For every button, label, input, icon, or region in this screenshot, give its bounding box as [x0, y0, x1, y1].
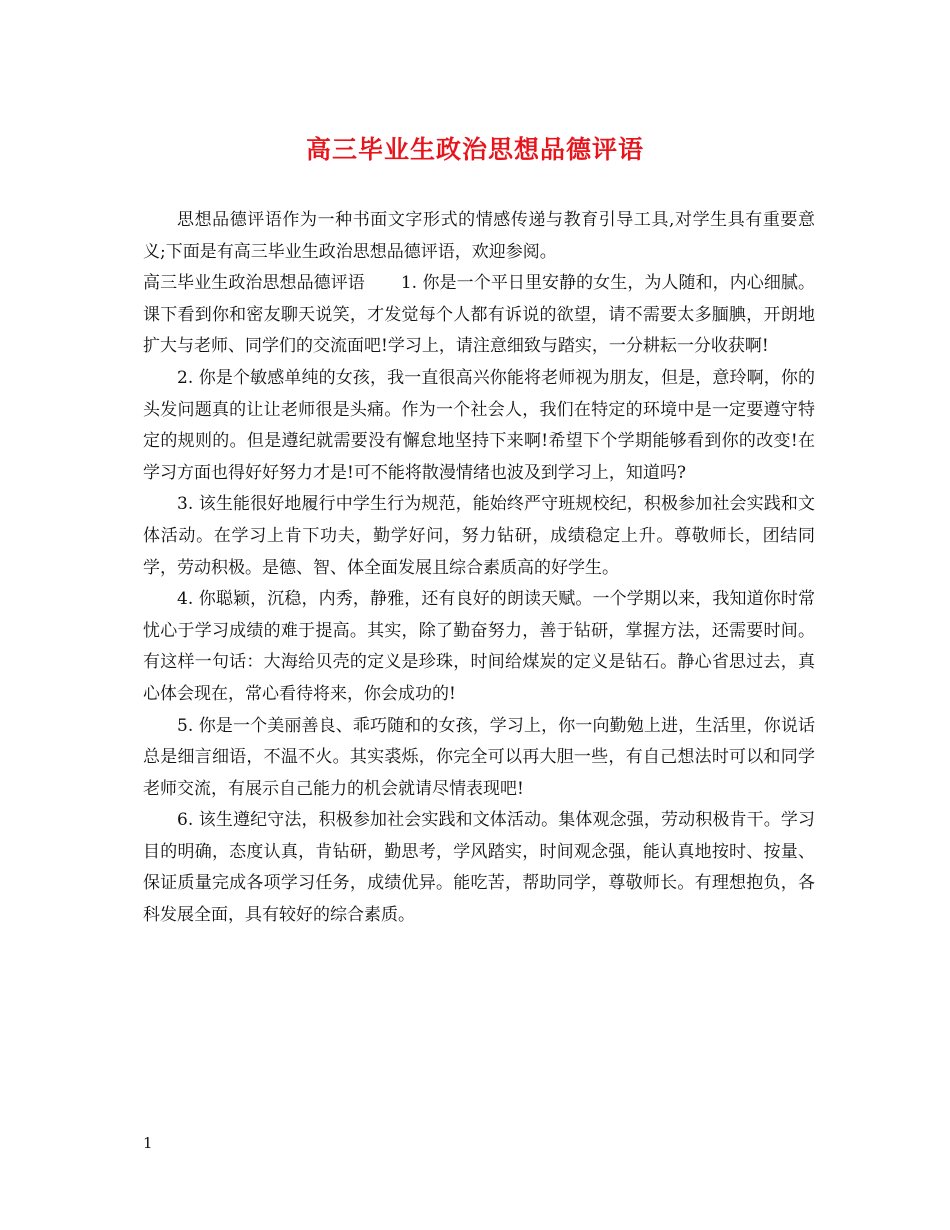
- section-heading: 高三毕业生政治思想品德评语: [143, 273, 365, 294]
- intro-paragraph: 思想品德评语作为一种书面文字形式的情感传递与教育引导工具,对学生具有重要意义;下面是有高三毕业生政治思想品德评语，欢迎参阅。: [143, 210, 815, 262]
- comment-item-5: 5. 你是一个美丽善良、乖巧随和的女孩，学习上，你一向勤勉上进，生活里，你说话总是细言细语，不温不火。其实裘烁，你完全可以再大胆一些，有自己想法时可以和同学老师交流，有展示自己能力的机会就请尽情表现吧!: [143, 715, 815, 799]
- first-item-paragraph: [143, 268, 815, 363]
- comment-item-6: 6. 该生遵纪守法，积极参加社会实践和文体活动。集体观念强，劳动积极肯干。学习目的明确，态度认真，肯钻研，勤思考，学风踏实，时间观念强，能认真地按时、按量、保证质量完成各项学习任务，成绩优异。能吃苦，帮助同学，尊敬师长。有理想抱负，各科发展全面，具有较好的综合素质。: [143, 810, 815, 926]
- page-number: 1: [143, 1134, 153, 1152]
- document-body: [143, 205, 815, 932]
- document-title: 高三毕业生政治思想品德评语: [305, 135, 644, 164]
- comment-item-4: 4. 你聪颖，沉稳，内秀，静雅，还有良好的朗读天赋。一个学期以来，我知道你时常忧心于学习成绩的难于提高。其实，除了勤奋努力，善于钻研，掌握方法，还需要时间。有这样一句话：大海给贝壳的定义是珍珠，时间给煤炭的定义是钻石。静心省思过去，真心体会现在，常心看待将来，你会成功的!: [143, 589, 815, 704]
- comment-item-1: 1. 你是一个平日里安静的女生，为人随和，内心细腻。课下看到你和密友聊天说笑，才发觉每个人都有诉说的欲望，请不需要太多腼腆，开朗地扩大与老师、同学们的交流面吧!学习上，请注意细致与踏实，一分耕耘一分收获啊!: [143, 273, 815, 357]
- comment-item-2: 2. 你是个敏感单纯的女孩，我一直很高兴你能将老师视为朋友，但是，意玲啊，你的头发问题真的让让老师很是头痛。作为一个社会人，我们在特定的环境中是一定要遵守特定的规则的。但是遵纪就需要没有懈怠地坚持下来啊!希望下个学期能够看到你的改变!在学习方面也得好好努力才是!可不能将散漫情绪也波及到学习上，知道吗?: [143, 367, 815, 483]
- comment-item-3: 3. 该生能很好地履行中学生行为规范，能始终严守班规校纪，积极参加社会实践和文体活动。在学习上肯下功夫，勤学好问，努力钻研，成绩稳定上升。尊敬师长，团结同学，劳动积极。是德、智、体全面发展且综合素质高的好学生。: [143, 494, 815, 578]
